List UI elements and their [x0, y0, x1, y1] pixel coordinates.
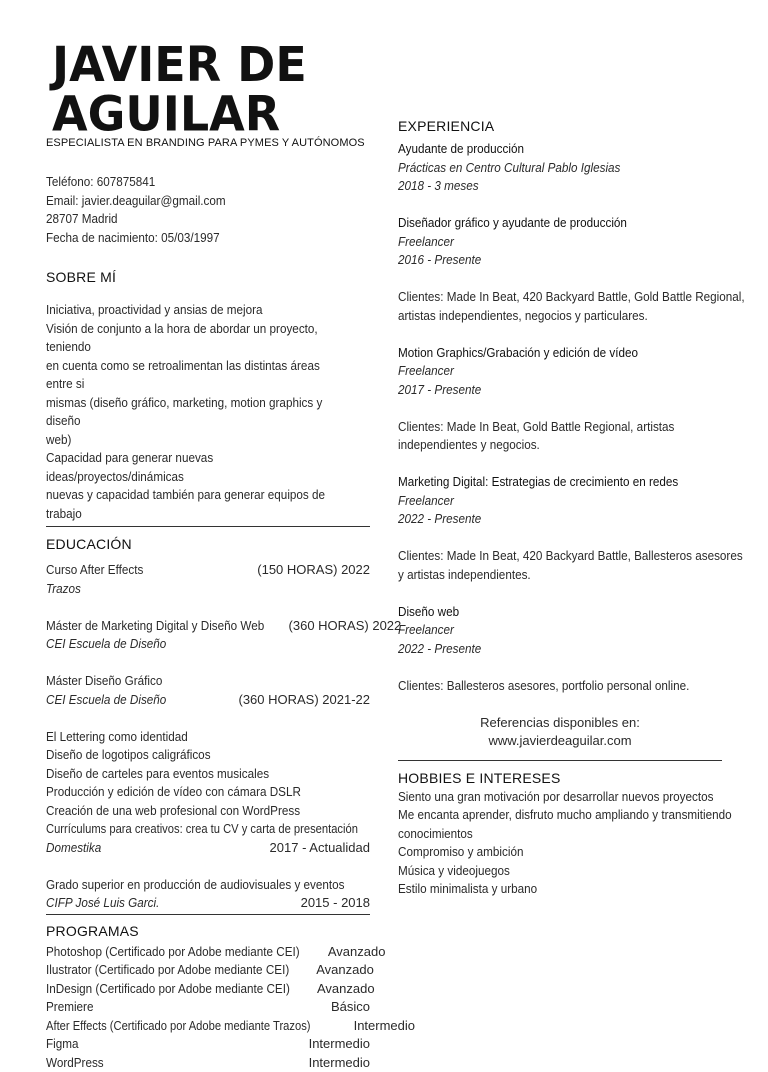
course-name: Máster Diseño Gráfico: [46, 672, 162, 691]
about-line: mismas (diseño gráfico, marketing, motion graphics y diseño: [46, 394, 338, 431]
references-label: Referencias disponibles en:: [398, 714, 722, 733]
job-role: Diseño web: [398, 603, 459, 622]
education-item: [46, 876, 370, 913]
left-column: [46, 40, 370, 1072]
course-school: CIFP José Luis Garci.: [46, 894, 159, 913]
about-line: Capacidad para generar nuevas ideas/proyectos/dinámicas: [46, 449, 338, 486]
hobby-line: Música y videojuegos: [398, 862, 510, 881]
course-name: Grado superior en producción de audiovisuales y eventos: [46, 876, 345, 895]
program-row: InDesign (Certificado por Adobe mediante CEI) Avanzado: [46, 980, 370, 999]
course-hours: (360 HORAS) 2022: [289, 617, 402, 636]
course-name: Diseño de logotipos caligráficos: [46, 746, 211, 765]
domestika-courses: [46, 728, 370, 858]
hobby-line: Compromiso y ambición: [398, 843, 523, 862]
job-dates: 2022 - Presente: [398, 510, 481, 529]
hobby-line: Me encanta aprender, disfruto mucho ampliando y transmitiendo: [398, 806, 732, 825]
job-dates: 2016 - Presente: [398, 251, 481, 270]
name-line-1: JAVIER DE: [52, 40, 370, 89]
job-entry: [398, 473, 722, 584]
job-entry: [398, 344, 722, 455]
contact-block: [46, 173, 370, 247]
programs-title: PROGRAMAS: [46, 921, 370, 941]
job-clients: artistas independientes, negocios y particulares.: [398, 307, 648, 326]
job-role: Ayudante de producción: [398, 140, 524, 159]
name-heading: [52, 40, 370, 139]
about-line: Visión de conjunto a la hora de abordar un proyecto, teniendo: [46, 320, 338, 357]
program-row: Premiere Básico: [46, 998, 370, 1017]
job-company: Freelancer: [398, 492, 454, 511]
birth-date: Fecha de nacimiento: 05/03/1997: [46, 229, 220, 248]
programs-list: [46, 943, 370, 1072]
course-school: Trazos: [46, 580, 81, 599]
tagline: ESPECIALISTA EN BRANDING PARA PYMES Y AUTÓNOMOS: [46, 137, 370, 149]
job-dates: 2022 - Presente: [398, 640, 481, 659]
name-line-2: AGUILAR: [52, 89, 370, 138]
program-row: Photoshop (Certificado por Adobe mediante CEI) Avanzado: [46, 943, 370, 962]
course-name: Producción y edición de vídeo con cámara DSLR: [46, 783, 301, 802]
course-school: CEI Escuela de Diseño: [46, 635, 166, 654]
job-clients: Clientes: Ballesteros asesores, portfolio personal online.: [398, 677, 689, 696]
job-clients: independientes y negocios.: [398, 436, 540, 455]
job-company: Freelancer: [398, 362, 454, 381]
job-company: Prácticas en Centro Cultural Pablo Iglesias: [398, 159, 620, 178]
job-dates: 2017 - Presente: [398, 381, 481, 400]
job-clients: Clientes: Made In Beat, 420 Backyard Battle, Gold Battle Regional,: [398, 288, 745, 307]
about-line: en cuenta como se retroalimentan las distintas áreas entre si: [46, 357, 338, 394]
job-entry: [398, 603, 722, 696]
job-role: Marketing Digital: Estrategias de crecimiento en redes: [398, 473, 678, 492]
right-column: [398, 116, 722, 899]
course-school: Domestika: [46, 839, 101, 858]
program-row: WordPress Intermedio: [46, 1054, 370, 1072]
phone: Teléfono: 607875841: [46, 173, 155, 192]
course-name: El Lettering como identidad: [46, 728, 188, 747]
education-item: [46, 617, 370, 654]
experience-title: EXPERIENCIA: [398, 116, 722, 136]
city: 28707 Madrid: [46, 210, 118, 229]
hobbies-list: [398, 788, 722, 899]
hobbies-title: HOBBIES E INTERESES: [398, 768, 722, 788]
hobby-line: conocimientos: [398, 825, 473, 844]
education-item: [46, 672, 370, 709]
education-title: EDUCACIÓN: [46, 534, 370, 554]
about-line: nuevas y capacidad también para generar equipos de trabajo: [46, 486, 338, 523]
job-company: Freelancer: [398, 621, 454, 640]
course-dates: 2017 - Actualidad: [270, 839, 370, 858]
job-entry: [398, 140, 722, 196]
job-clients: Clientes: Made In Beat, 420 Backyard Battle, Ballesteros asesores: [398, 547, 743, 566]
program-row: After Effects (Certificado por Adobe mediante Trazos) Intermedio: [46, 1017, 370, 1036]
program-row: Figma Intermedio: [46, 1035, 370, 1054]
job-clients: Clientes: Made In Beat, Gold Battle Regional, artistas: [398, 418, 674, 437]
education-item: [46, 561, 370, 598]
job-clients: y artistas independientes.: [398, 566, 531, 585]
job-dates: 2018 - 3 meses: [398, 177, 479, 196]
course-school: CEI Escuela de Diseño: [46, 691, 166, 710]
course-name: Diseño de carteles para eventos musicales: [46, 765, 269, 784]
course-name: Máster de Marketing Digital y Diseño Web: [46, 617, 264, 636]
job-company: Freelancer: [398, 233, 454, 252]
about-line: Iniciativa, proactividad y ansias de mejora: [46, 301, 263, 320]
course-name: Curso After Effects: [46, 561, 143, 580]
hobby-line: Estilo minimalista y urbano: [398, 880, 537, 899]
course-dates: 2015 - 2018: [301, 894, 370, 913]
course-hours: (150 HORAS) 2022: [257, 561, 370, 580]
references-link[interactable]: www.javierdeaguilar.com: [398, 732, 722, 751]
about-line: web): [46, 431, 71, 450]
program-row: Ilustrator (Certificado por Adobe mediante CEI) Avanzado: [46, 961, 370, 980]
about-title: SOBRE MÍ: [46, 267, 370, 287]
about-text: [46, 301, 370, 523]
course-name: Creación de una web profesional con WordPress: [46, 802, 300, 821]
course-name: Currículums para creativos: crea tu CV y carta de presentación: [46, 820, 358, 839]
job-role: Motion Graphics/Grabación y edición de vídeo: [398, 344, 638, 363]
course-hours: (360 HORAS) 2021-22: [238, 691, 370, 710]
email: Email: javier.deaguilar@gmail.com: [46, 192, 226, 211]
job-role: Diseñador gráfico y ayudante de producción: [398, 214, 627, 233]
job-entry: [398, 214, 722, 325]
hobby-line: Siento una gran motivación por desarrollar nuevos proyectos: [398, 788, 713, 807]
